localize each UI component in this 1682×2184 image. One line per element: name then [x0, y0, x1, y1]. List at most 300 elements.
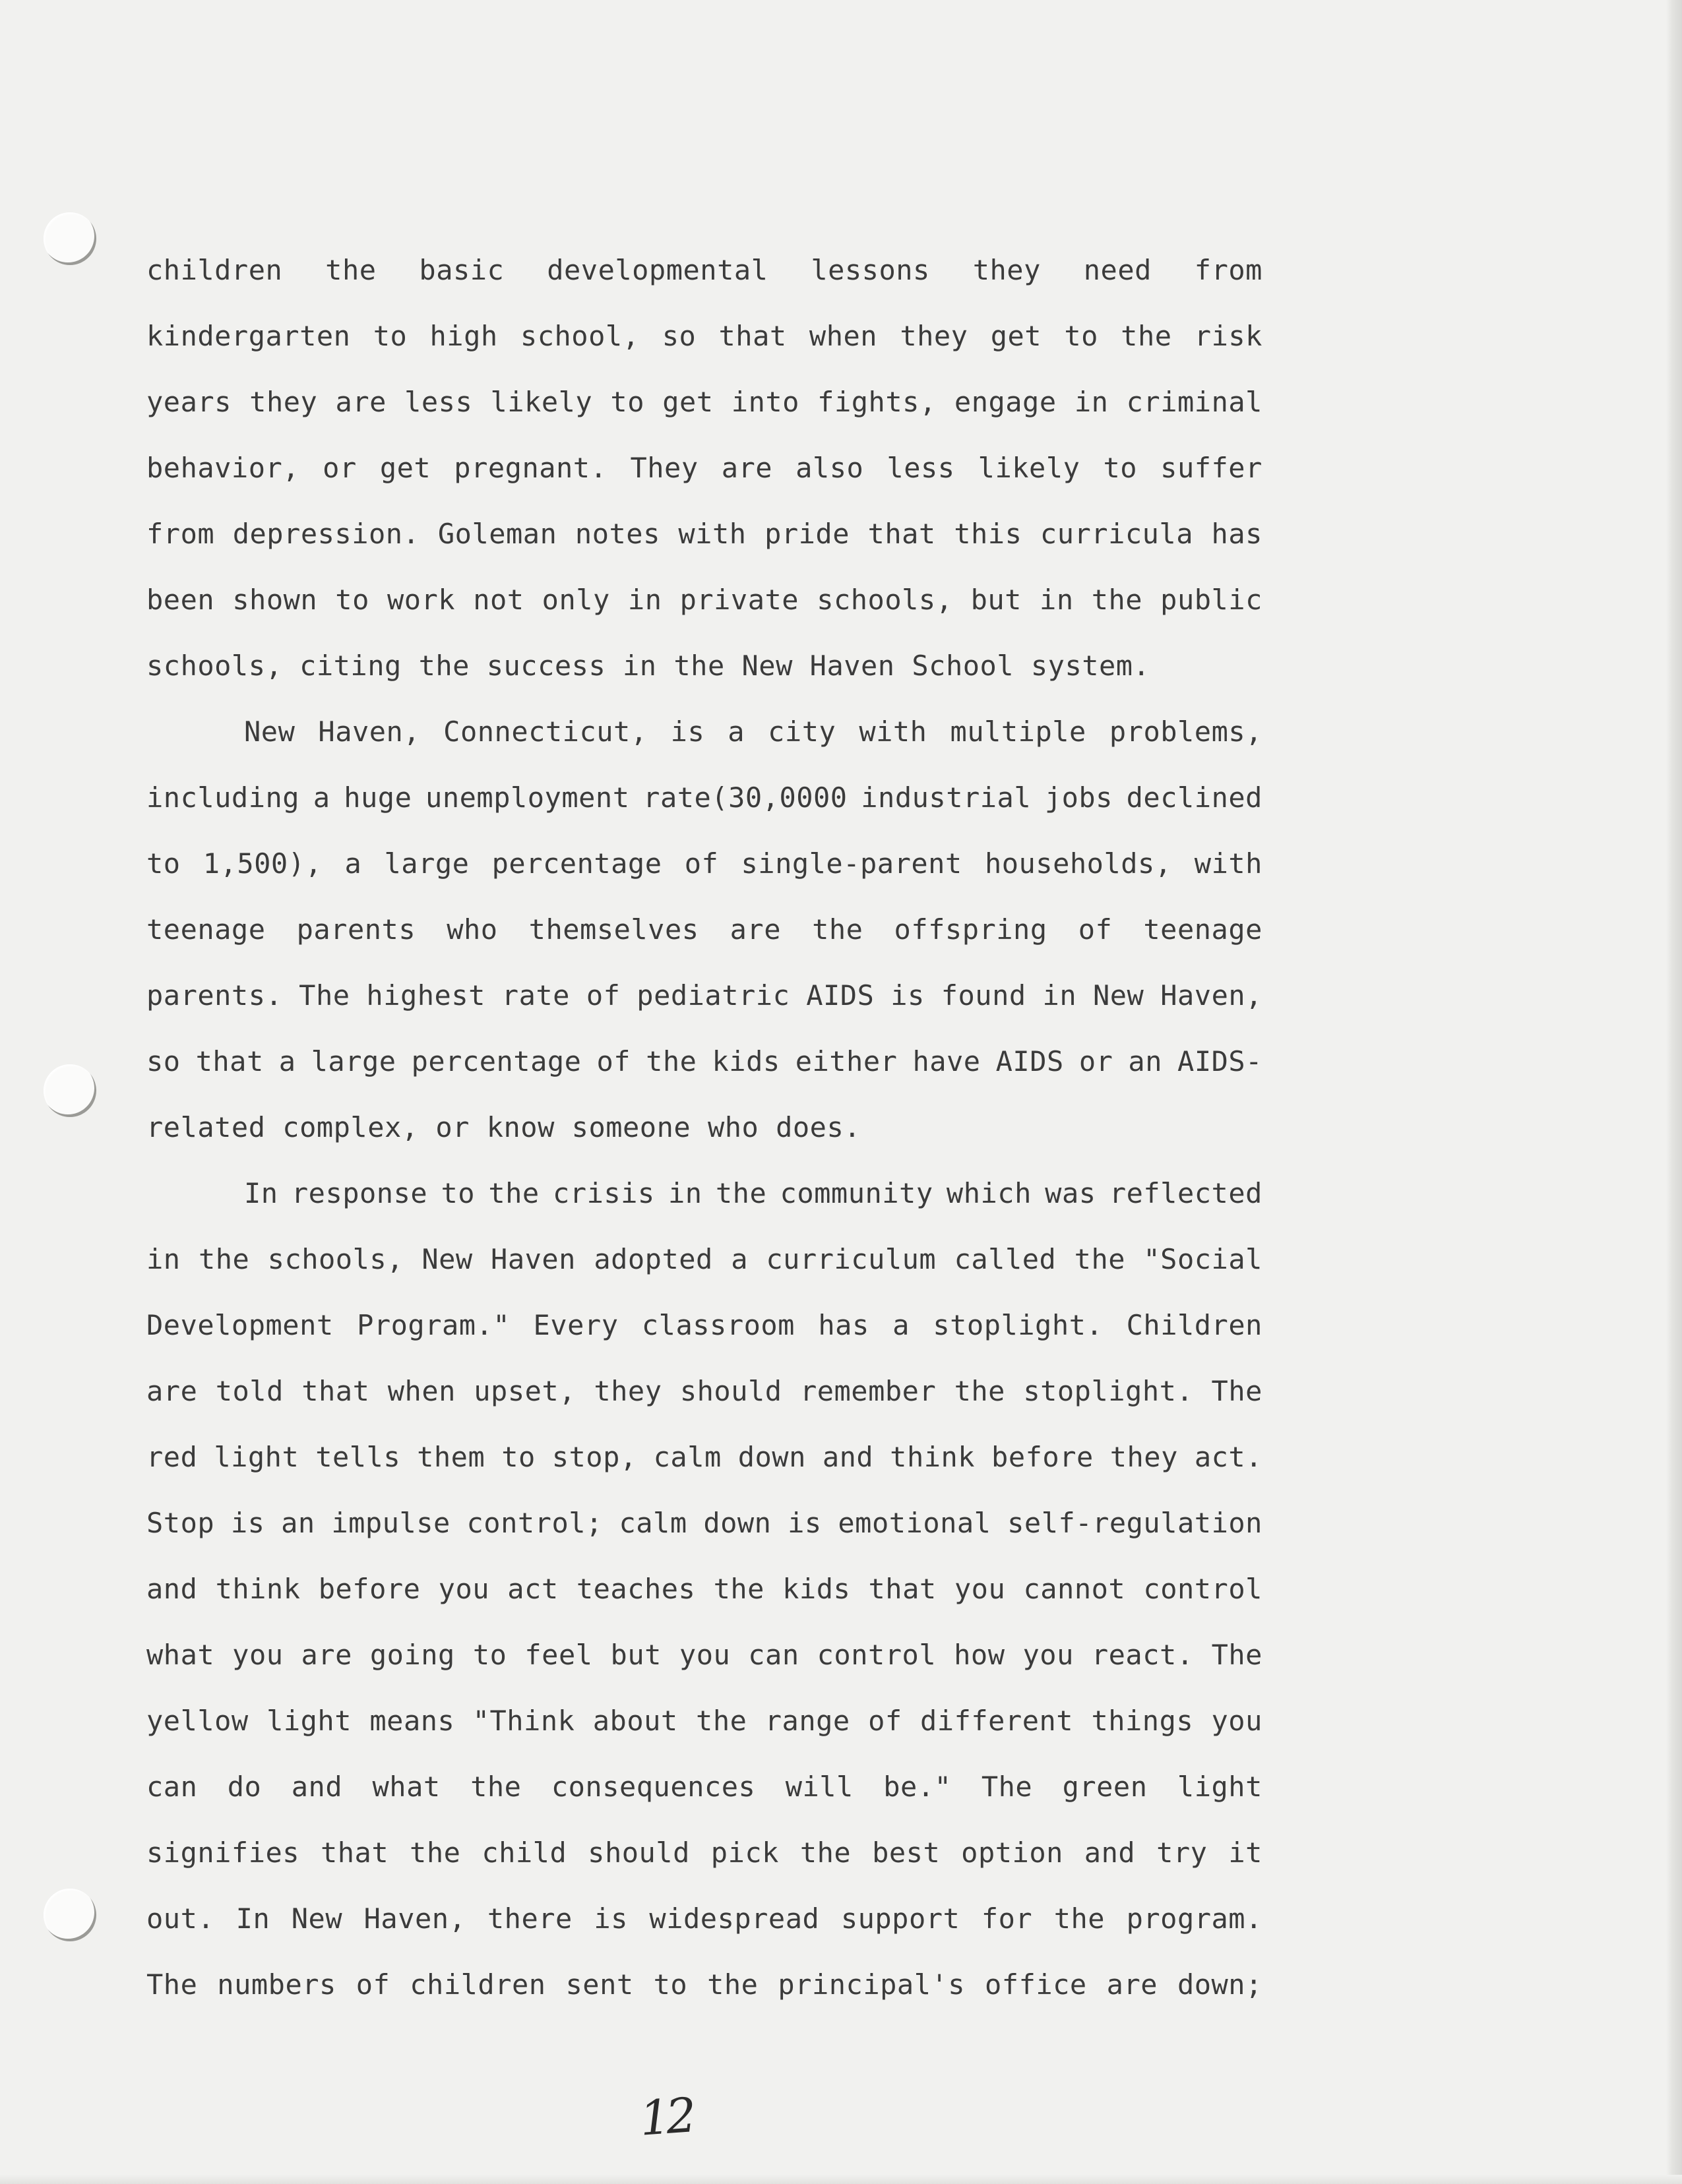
word: remember — [799, 1375, 937, 1407]
word: signifies — [146, 1836, 300, 1869]
word: to — [1103, 452, 1138, 484]
word: the — [799, 1836, 852, 1869]
word: classroom — [641, 1309, 795, 1341]
word: light — [266, 1705, 352, 1737]
word: criminal — [1126, 386, 1262, 418]
text-line — [146, 1424, 1262, 1490]
word: and — [146, 1573, 198, 1605]
word: red — [146, 1441, 198, 1473]
text-line — [146, 699, 1262, 765]
word: pediatric — [637, 979, 790, 1012]
word: pregnant. — [454, 452, 607, 484]
word: New — [1092, 979, 1144, 1012]
word: percentage — [491, 847, 662, 880]
word: years — [146, 386, 232, 418]
word: single-parent — [741, 847, 962, 880]
word: has — [818, 1309, 869, 1341]
punch-hole-bottom — [44, 1889, 96, 1941]
word: a — [313, 781, 330, 814]
word: percentage — [411, 1045, 582, 1077]
word: The — [299, 979, 350, 1012]
word: is — [230, 1507, 265, 1539]
word: for — [981, 1902, 1033, 1935]
word: work — [387, 584, 456, 616]
text-line — [146, 369, 1262, 435]
text-line — [146, 1029, 1262, 1095]
text-line — [146, 1688, 1262, 1754]
word: support — [840, 1902, 960, 1935]
word: should — [679, 1375, 782, 1407]
word: green — [1062, 1771, 1148, 1803]
word: when — [809, 320, 878, 352]
word: office — [985, 1968, 1087, 2001]
word: notes — [575, 518, 660, 550]
word: upset, — [474, 1375, 576, 1407]
word: act — [507, 1573, 559, 1605]
word: schools, — [817, 584, 953, 616]
word: stop, — [551, 1441, 637, 1473]
word: fights, — [817, 386, 937, 418]
word: crisis — [553, 1177, 655, 1209]
word: or — [323, 452, 357, 484]
word: Children — [1126, 1309, 1262, 1341]
word: should — [588, 1836, 690, 1869]
word: you — [1211, 1705, 1262, 1737]
word: that — [320, 1836, 389, 1869]
word: in — [1040, 584, 1074, 616]
word: yellow — [146, 1705, 249, 1737]
word: the — [707, 1968, 759, 2001]
word: "Social — [1143, 1243, 1262, 1275]
word: shown — [232, 584, 318, 616]
word: curricula — [1040, 518, 1193, 550]
word: in — [1074, 386, 1109, 418]
word: self-regulation — [1007, 1507, 1262, 1539]
word: a — [278, 1045, 296, 1077]
word: things — [1091, 1705, 1194, 1737]
word: that — [301, 1375, 370, 1407]
word: to — [441, 1177, 476, 1209]
word: private — [679, 584, 799, 616]
word: adopted — [594, 1243, 713, 1275]
word: light — [214, 1441, 299, 1473]
word: New — [291, 1902, 343, 1935]
paragraph-3 — [146, 1161, 1262, 2018]
word: they — [900, 320, 968, 352]
word: They — [630, 452, 699, 484]
word: to — [146, 847, 181, 880]
word: city — [768, 715, 836, 748]
word: but — [610, 1639, 662, 1671]
word: consequences — [551, 1771, 756, 1803]
word: highest — [366, 979, 485, 1012]
word: but — [970, 584, 1022, 616]
word: offspring — [894, 913, 1047, 946]
word: New — [244, 715, 296, 748]
word: kindergarten — [146, 320, 351, 352]
word: the — [812, 913, 863, 946]
word: teaches — [576, 1573, 696, 1605]
word: either — [795, 1045, 898, 1077]
word: Haven — [491, 1243, 576, 1275]
word: feel — [524, 1639, 593, 1671]
word: are — [730, 913, 781, 946]
text-line — [146, 1820, 1262, 1886]
word: "Think — [472, 1705, 575, 1737]
word: which — [946, 1177, 1032, 1209]
word: is — [890, 979, 925, 1012]
text-line — [146, 501, 1262, 567]
word: is — [594, 1902, 628, 1935]
word: numbers — [217, 1968, 336, 2001]
word: get — [662, 386, 714, 418]
word: they — [594, 1375, 662, 1407]
word: with — [678, 518, 747, 550]
word: unemployment — [425, 781, 630, 814]
word: parents — [296, 913, 416, 946]
word: high — [429, 320, 498, 352]
word: Haven, — [363, 1902, 466, 1935]
word: about — [592, 1705, 678, 1737]
word: calm — [619, 1507, 687, 1539]
text-line — [146, 1490, 1262, 1556]
word: kids — [712, 1045, 780, 1077]
word: they — [972, 254, 1041, 286]
word: tells — [315, 1441, 401, 1473]
word: was — [1045, 1177, 1096, 1209]
text-line: schools, citing the success in the New Haven School system. — [146, 650, 1150, 682]
word: In — [235, 1902, 270, 1935]
word: large — [384, 847, 470, 880]
word: behavior, — [146, 452, 300, 484]
word: in — [1042, 979, 1077, 1012]
punch-hole-top — [44, 212, 96, 265]
text-line — [146, 765, 1262, 831]
text-line — [146, 1556, 1262, 1622]
word: pride — [764, 518, 850, 550]
word: not — [473, 584, 524, 616]
word: has — [1211, 518, 1262, 550]
word: to — [610, 386, 644, 418]
handwritten-page-number: 12 — [638, 2087, 695, 2146]
word: with — [1194, 847, 1262, 880]
word: need — [1083, 254, 1152, 286]
word: when — [387, 1375, 456, 1407]
word: means — [369, 1705, 455, 1737]
text-line — [146, 435, 1262, 501]
word: what — [146, 1639, 215, 1671]
word: cannot — [1023, 1573, 1126, 1605]
word: multiple — [950, 715, 1086, 748]
word: teenage — [1143, 913, 1262, 946]
word: it — [1228, 1836, 1262, 1869]
word: declined — [1126, 781, 1262, 814]
word: into — [731, 386, 799, 418]
word: how — [954, 1639, 1005, 1671]
word: the — [954, 1375, 1005, 1407]
word: best — [872, 1836, 941, 1869]
word: so — [146, 1045, 181, 1077]
word: the — [470, 1771, 522, 1803]
word: Connecticut, — [443, 715, 648, 748]
word: the — [488, 1177, 540, 1209]
word: The — [1211, 1639, 1262, 1671]
word: principal's — [778, 1968, 966, 2001]
word: child — [482, 1836, 567, 1869]
paragraph-1 — [146, 237, 1262, 699]
word: you — [954, 1573, 1006, 1605]
word: of — [356, 1968, 390, 2001]
word: are — [721, 452, 773, 484]
text-line — [146, 1227, 1262, 1292]
word: children — [410, 1968, 546, 2001]
word: huge — [344, 781, 412, 814]
word: calm — [653, 1441, 722, 1473]
word: before — [318, 1573, 421, 1605]
word: to — [1064, 320, 1098, 352]
word: of — [684, 847, 719, 880]
word: are — [335, 386, 387, 418]
word: AIDS — [806, 979, 875, 1012]
word: the — [1074, 1243, 1126, 1275]
word: you — [438, 1573, 490, 1605]
word: stoplight. — [933, 1309, 1104, 1341]
word: Development — [146, 1309, 334, 1341]
word: the — [696, 1705, 747, 1737]
word: they — [249, 386, 318, 418]
word: a — [892, 1309, 910, 1341]
word: less — [887, 452, 955, 484]
word: public — [1160, 584, 1262, 616]
paragraph-2 — [146, 699, 1262, 1161]
word: likely — [978, 452, 1080, 484]
text-line — [146, 303, 1262, 369]
word: range — [764, 1705, 850, 1737]
word: developmental — [547, 254, 768, 286]
word: the — [1053, 1902, 1106, 1935]
word: the — [325, 254, 377, 286]
word: Program." — [357, 1309, 511, 1341]
word: and — [1084, 1836, 1136, 1869]
word: think — [215, 1573, 301, 1605]
word: basic — [419, 254, 505, 286]
word: this — [954, 518, 1022, 550]
word: be." — [883, 1771, 952, 1803]
word: that — [195, 1045, 264, 1077]
word: control; — [466, 1507, 603, 1539]
word: community — [780, 1177, 933, 1209]
word: the — [713, 1573, 764, 1605]
word: risk — [1194, 320, 1262, 352]
word: problems, — [1109, 715, 1262, 748]
word: themselves — [528, 913, 699, 946]
word: get — [990, 320, 1042, 352]
word: of — [586, 979, 621, 1012]
text-line: related complex, or know someone who does. — [146, 1111, 861, 1143]
word: who — [447, 913, 498, 946]
word: In — [244, 1177, 278, 1209]
word: to — [653, 1968, 688, 2001]
word: act. — [1194, 1441, 1262, 1473]
word: are — [301, 1639, 352, 1671]
page-edge-shadow — [1666, 0, 1682, 2184]
word: that — [867, 518, 936, 550]
word: response — [291, 1177, 428, 1209]
word: down; — [1177, 1968, 1262, 2001]
word: households, — [984, 847, 1172, 880]
punch-hole-middle — [44, 1064, 96, 1117]
word: an — [1128, 1045, 1162, 1077]
text-line — [146, 963, 1262, 1029]
word: down — [737, 1441, 806, 1473]
word: is — [670, 715, 705, 748]
word: sent — [565, 1968, 634, 2001]
text-line — [146, 831, 1262, 897]
word: rate(30,0000 — [643, 781, 848, 814]
word: been — [146, 584, 215, 616]
text-line — [146, 897, 1262, 963]
text-line — [146, 1886, 1262, 1952]
text-line — [146, 1161, 1262, 1227]
word: to — [501, 1441, 536, 1473]
word: from — [146, 518, 215, 550]
word: the — [1091, 584, 1143, 616]
word: the — [646, 1045, 697, 1077]
word: pick — [710, 1836, 779, 1869]
word: different — [920, 1705, 1074, 1737]
word: control — [817, 1639, 937, 1671]
text-line — [146, 1952, 1262, 2018]
word: told — [215, 1375, 284, 1407]
text-line — [146, 237, 1262, 303]
word: or — [1078, 1045, 1113, 1077]
word: stoplight. — [1023, 1375, 1194, 1407]
word: The — [146, 1968, 198, 2001]
word: also — [795, 452, 864, 484]
word: teenage — [146, 913, 266, 946]
word: the — [410, 1836, 461, 1869]
word: less — [404, 386, 473, 418]
word: them — [417, 1441, 485, 1473]
word: to — [373, 320, 408, 352]
word: that — [718, 320, 787, 352]
word: so — [662, 320, 697, 352]
body-text — [146, 237, 1262, 2018]
word: kids — [782, 1573, 851, 1605]
word: New — [421, 1243, 473, 1275]
word: from — [1194, 254, 1262, 286]
word: The — [1211, 1375, 1262, 1407]
word: and — [822, 1441, 874, 1473]
word: what — [372, 1771, 441, 1803]
word: in — [627, 584, 662, 616]
word: the — [715, 1177, 767, 1209]
word: The — [981, 1771, 1033, 1803]
word: lessons — [811, 254, 930, 286]
word: of — [1078, 913, 1113, 946]
word: try — [1156, 1836, 1208, 1869]
word: of — [596, 1045, 631, 1077]
word: have — [912, 1045, 981, 1077]
word: out. — [146, 1902, 215, 1935]
word: to — [335, 584, 369, 616]
word: is — [788, 1507, 822, 1539]
word: engage — [954, 386, 1057, 418]
word: widespread — [649, 1902, 820, 1935]
word: a — [731, 1243, 748, 1275]
word: the — [1121, 320, 1172, 352]
word: react. — [1091, 1639, 1194, 1671]
text-line — [146, 567, 1262, 633]
word: Haven, — [318, 715, 421, 748]
word: Goleman — [437, 518, 557, 550]
word: children — [146, 254, 283, 286]
word: a — [344, 847, 362, 880]
word: impulse — [331, 1507, 451, 1539]
word: can — [146, 1771, 198, 1803]
word: AIDS — [995, 1045, 1064, 1077]
word: going — [369, 1639, 455, 1671]
word: before — [991, 1441, 1094, 1473]
word: Haven, — [1160, 979, 1262, 1012]
word: you — [232, 1639, 284, 1671]
word: emotional — [838, 1507, 991, 1539]
word: an — [281, 1507, 315, 1539]
word: with — [859, 715, 927, 748]
word: in — [668, 1177, 702, 1209]
word: they — [1109, 1441, 1178, 1473]
word: option — [961, 1836, 1063, 1869]
word: called — [954, 1243, 1057, 1275]
word: Stop — [146, 1507, 215, 1539]
word: rate — [501, 979, 570, 1012]
word: do — [227, 1771, 262, 1803]
word: that — [868, 1573, 937, 1605]
word: of — [868, 1705, 902, 1737]
word: reflected — [1109, 1177, 1262, 1209]
word: in — [146, 1243, 181, 1275]
word: you — [1022, 1639, 1074, 1671]
word: down — [703, 1507, 772, 1539]
text-line — [146, 1292, 1262, 1358]
word: think — [890, 1441, 976, 1473]
word: will — [785, 1771, 854, 1803]
word: curriculum — [766, 1243, 937, 1275]
text-line — [146, 1622, 1262, 1688]
word: parents. — [146, 979, 283, 1012]
word: there — [487, 1902, 573, 1935]
word: get — [379, 452, 431, 484]
word: the — [198, 1243, 250, 1275]
word: and — [291, 1771, 343, 1803]
word: are — [1106, 1968, 1158, 2001]
word: light — [1177, 1771, 1262, 1803]
word: including — [146, 781, 300, 814]
word: suffer — [1160, 452, 1262, 484]
text-line — [146, 1754, 1262, 1820]
page-bottom-shadow — [0, 2175, 1682, 2184]
word: school, — [520, 320, 640, 352]
word: Every — [533, 1309, 619, 1341]
text-line — [146, 1358, 1262, 1424]
word: 1,500), — [202, 847, 323, 880]
word: only — [542, 584, 610, 616]
word: schools, — [267, 1243, 404, 1275]
word: are — [146, 1375, 198, 1407]
word: jobs — [1044, 781, 1113, 814]
word: control — [1143, 1573, 1262, 1605]
word: a — [728, 715, 745, 748]
